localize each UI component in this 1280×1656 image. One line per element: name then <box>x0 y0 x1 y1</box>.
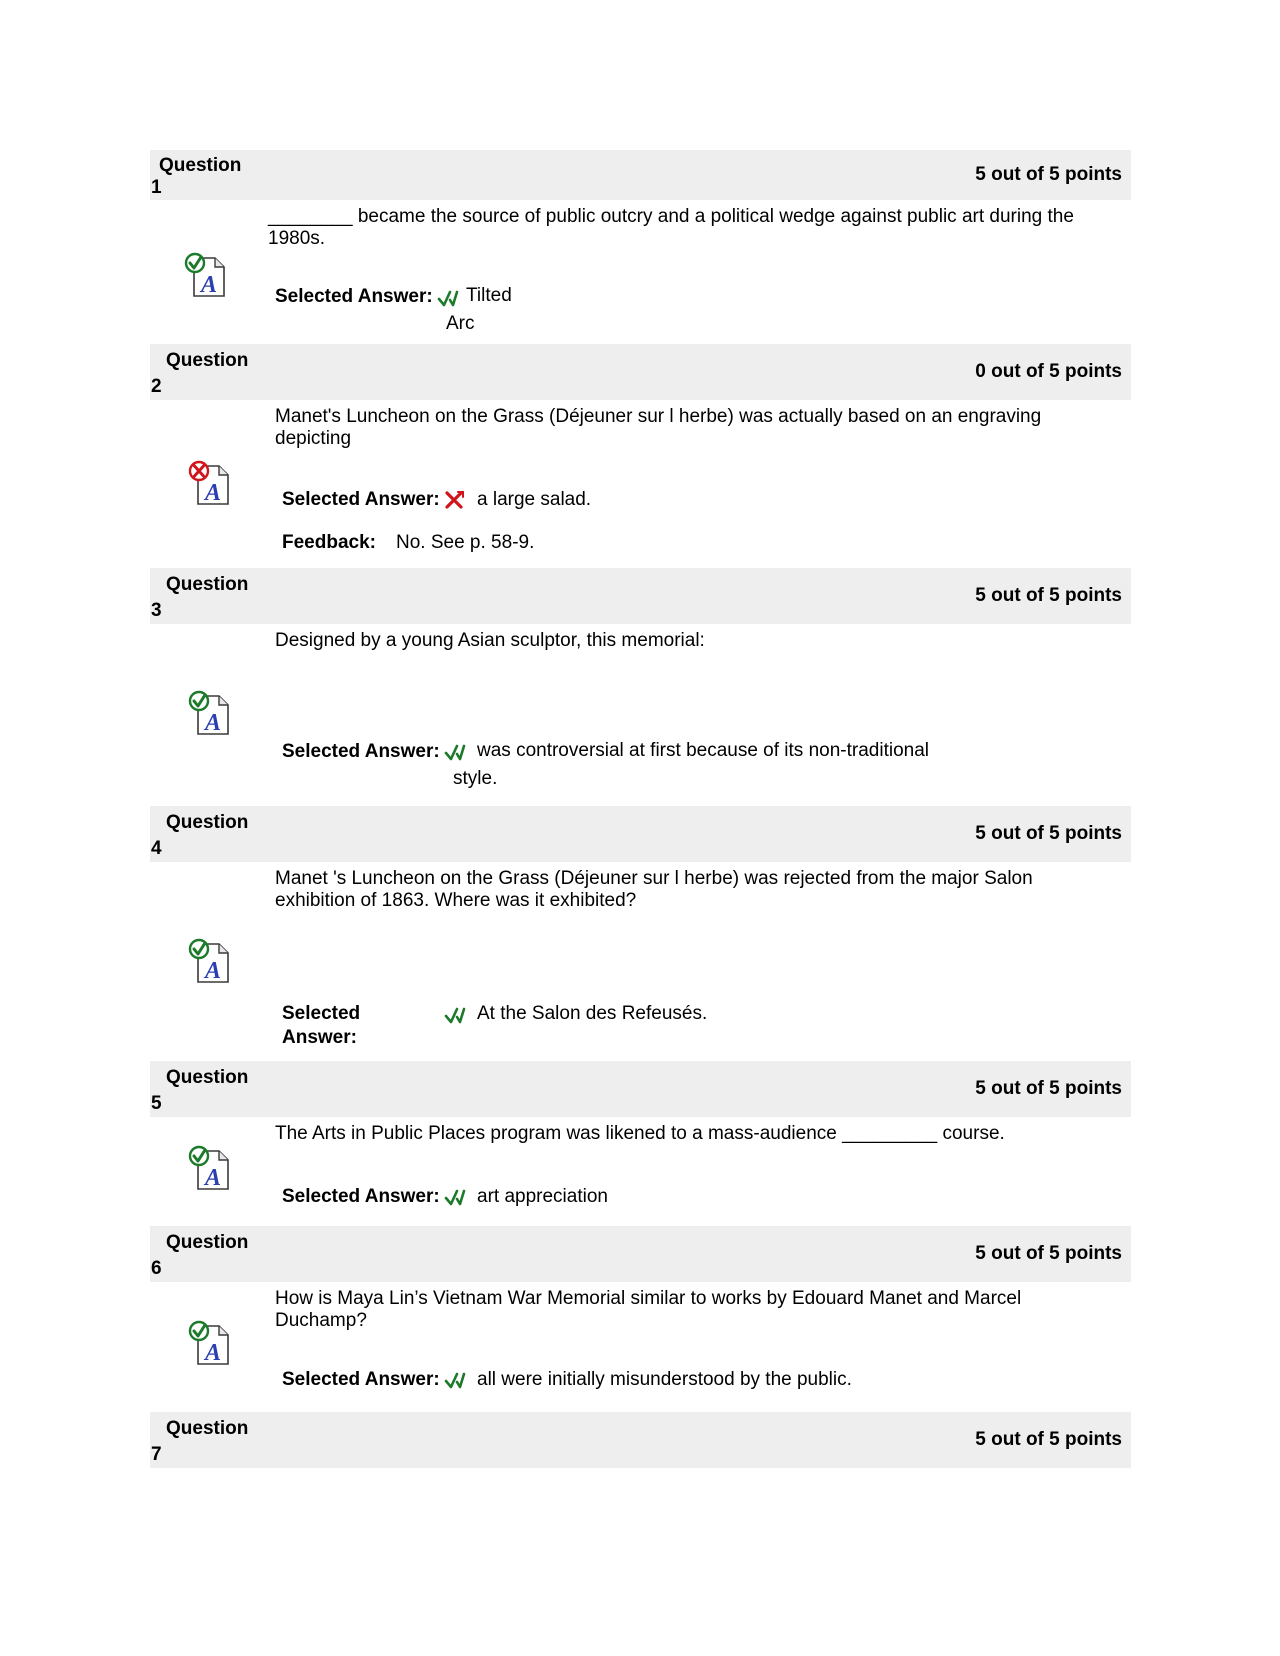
question-text: Designed by a young Asian sculptor, this memorial: <box>275 630 705 651</box>
document-correct-icon <box>188 690 232 736</box>
feedback-text: No. See p. 58-9. <box>396 532 535 553</box>
question-number: 3 <box>151 600 162 621</box>
question-body <box>150 624 1131 806</box>
svg-text:A: A <box>204 480 222 506</box>
question-word: Question <box>166 574 249 595</box>
question-number: 1 <box>151 177 162 198</box>
question-number: 6 <box>151 1258 162 1279</box>
question-header <box>150 806 1131 862</box>
question-text: Manet's Luncheon on the Grass (Déjeuner sur l herbe) was actually based on an engraving depicting <box>275 406 1042 449</box>
question-label <box>151 1065 248 1117</box>
question-points: 5 out of 5 points <box>975 1078 1122 1099</box>
question-header <box>150 1226 1131 1282</box>
svg-text:A: A <box>200 272 218 298</box>
question-points: 5 out of 5 points <box>975 585 1122 606</box>
feedback-label: Feedback: <box>282 532 376 553</box>
document-correct-icon <box>184 252 228 298</box>
selected-answer-text: a large salad. <box>477 489 592 510</box>
selected-answer-text: art appreciation <box>477 1186 608 1207</box>
question-word: Question <box>166 350 249 371</box>
question-number: 7 <box>151 1444 162 1465</box>
question-word: Question <box>166 812 249 833</box>
document-incorrect-icon <box>188 460 232 506</box>
question-points: 5 out of 5 points <box>975 1243 1122 1264</box>
question-number: 5 <box>151 1093 162 1114</box>
question-body <box>150 1282 1131 1412</box>
check-mark-icon <box>444 1370 466 1390</box>
test-results-document <box>150 150 1131 1468</box>
selected-answer-text: Tilted Arc <box>446 285 512 334</box>
question-points: 0 out of 5 points <box>975 361 1122 382</box>
question-header <box>150 150 1131 200</box>
question-body <box>150 200 1131 344</box>
check-mark-icon <box>444 1005 466 1025</box>
selected-answer-label: Selected Answer: <box>282 489 440 510</box>
question-label <box>151 1416 248 1468</box>
question-word: Question <box>166 1232 249 1253</box>
selected-answer-text: all were initially misunderstood by the public. <box>477 1369 852 1390</box>
check-mark-icon <box>444 1187 466 1207</box>
question-body <box>150 862 1131 1061</box>
question-text: The Arts in Public Places program was likened to a mass-audience _________ course. <box>275 1123 1005 1144</box>
question-number: 4 <box>151 838 162 859</box>
question-header <box>150 1412 1131 1468</box>
question-body <box>150 1117 1131 1226</box>
svg-text:A: A <box>204 1165 222 1191</box>
question-label <box>151 155 241 199</box>
question-label <box>151 572 248 624</box>
document-correct-icon <box>188 938 232 984</box>
question-points: 5 out of 5 points <box>975 164 1122 185</box>
document-correct-icon <box>188 1320 232 1366</box>
question-number: 2 <box>151 376 162 397</box>
x-mark-icon <box>444 490 466 510</box>
selected-answer-label: Selected Answer: <box>275 286 433 307</box>
question-word: Question <box>166 1067 249 1088</box>
question-points: 5 out of 5 points <box>975 1429 1122 1450</box>
question-label <box>151 348 248 400</box>
question-word: Question <box>159 155 242 176</box>
question-text: ________ became the source of public outcry and a political wedge against public art during the 1980s. <box>268 206 1074 249</box>
selected-answer-label: Selected Answer: <box>282 1003 361 1048</box>
question-text: Manet 's Luncheon on the Grass (Déjeuner sur l herbe) was rejected from the major Salon exhibition of 1863. Where was it exhibited? <box>275 868 1033 911</box>
selected-answer-text: was controversial at first because of its non-traditional style. <box>453 740 929 789</box>
question-label <box>151 1230 248 1282</box>
question-points: 5 out of 5 points <box>975 823 1122 844</box>
svg-text:A: A <box>204 958 222 984</box>
question-body <box>150 400 1131 568</box>
selected-answer-label: Selected Answer: <box>282 1369 440 1390</box>
question-word: Question <box>166 1418 249 1439</box>
svg-text:A: A <box>204 1340 222 1366</box>
selected-answer-label: Selected Answer: <box>282 1186 440 1207</box>
svg-text:A: A <box>204 710 222 736</box>
question-header <box>150 344 1131 400</box>
question-header <box>150 1061 1131 1117</box>
selected-answer-text: At the Salon des Refeusés. <box>477 1003 708 1024</box>
selected-answer-label: Selected Answer: <box>282 741 440 762</box>
question-header <box>150 568 1131 624</box>
question-text: How is Maya Lin’s Vietnam War Memorial similar to works by Edouard Manet and Marcel Duchamp? <box>275 1288 1022 1331</box>
question-label <box>151 810 248 862</box>
document-correct-icon <box>188 1145 232 1191</box>
